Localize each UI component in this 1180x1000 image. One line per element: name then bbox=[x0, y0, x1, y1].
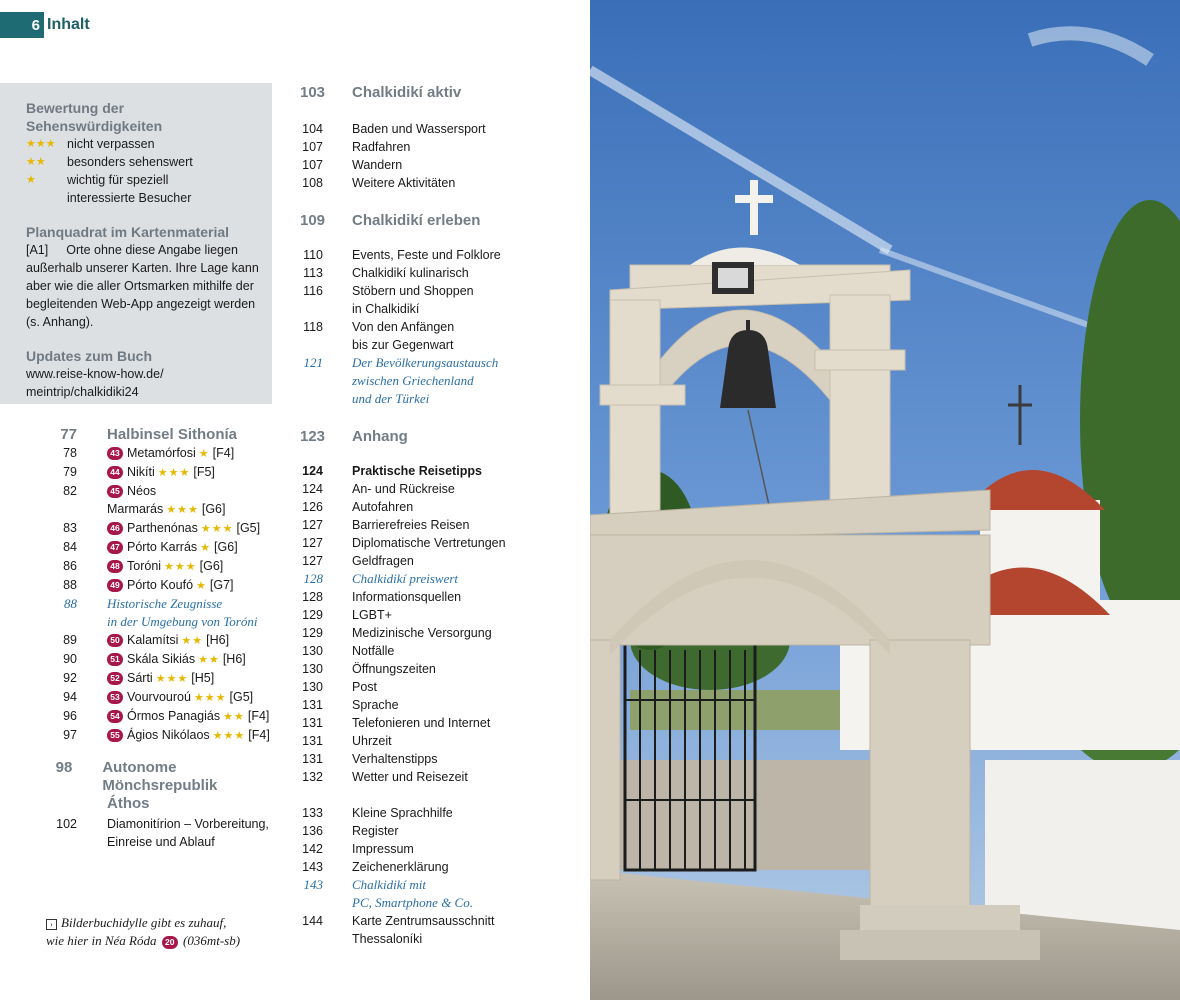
entry-page: 130 bbox=[302, 662, 323, 676]
entry-page bbox=[300, 390, 323, 408]
toc-entry[interactable] bbox=[300, 318, 560, 336]
toc-entry-place[interactable] bbox=[31, 576, 276, 595]
entry-text: Weitere Aktivitäten bbox=[352, 176, 456, 190]
entry-text: und der Türkei bbox=[352, 391, 430, 406]
erleben-entries bbox=[300, 246, 560, 408]
entry-page bbox=[300, 300, 323, 318]
entry-text: Thessaloníki bbox=[352, 932, 423, 946]
star-icon: ★★ bbox=[198, 654, 220, 666]
legend-box bbox=[0, 83, 272, 404]
place-number-badge: 52 bbox=[107, 672, 123, 685]
place-number-badge: 47 bbox=[107, 541, 123, 554]
grid-code-example: [A1] bbox=[26, 243, 49, 257]
entry-page: 128 bbox=[302, 590, 323, 604]
page-title: Inhalt bbox=[47, 16, 90, 33]
entry-page: 130 bbox=[302, 680, 323, 694]
caption-line-1: Bilderbuchidylle gibt es zuhauf, bbox=[61, 915, 227, 930]
photo-credit: (036mt-sb) bbox=[183, 933, 241, 948]
entry-page: 86 bbox=[63, 559, 77, 573]
toc-entry-place[interactable] bbox=[31, 482, 276, 500]
grid-title: Planquadrat im Kartenmaterial bbox=[26, 224, 230, 240]
place-name: Marmarás bbox=[107, 502, 164, 516]
anhang-entries bbox=[300, 462, 560, 786]
entry-page: 88 bbox=[63, 578, 77, 592]
toc-entry-diamonitirion-cont[interactable] bbox=[31, 833, 276, 851]
entry-page: 89 bbox=[63, 633, 77, 647]
location-badge: 20 bbox=[162, 936, 178, 949]
chapter-page: 77 bbox=[60, 426, 77, 443]
place-name: Kalamítsi bbox=[127, 633, 179, 647]
toc-entry[interactable] bbox=[300, 804, 560, 822]
church-bell-tower-image bbox=[590, 0, 1180, 1000]
toc-entry[interactable] bbox=[300, 534, 560, 552]
star-icon: ★★ bbox=[181, 635, 204, 647]
toc-entry[interactable] bbox=[300, 246, 560, 264]
entry-text: Praktische Reisetipps bbox=[352, 464, 482, 478]
toc-entry-historische-cont[interactable] bbox=[31, 613, 276, 631]
toc-entry[interactable] bbox=[300, 354, 560, 372]
rating-text: besonders sehenswert bbox=[67, 155, 193, 169]
entry-text: Chalkidikí kulinarisch bbox=[352, 266, 469, 280]
chapter-title: Chalkidikí aktiv bbox=[352, 84, 462, 101]
place-number-badge: 53 bbox=[107, 691, 123, 704]
entry-page: 97 bbox=[63, 728, 77, 742]
toc-entry[interactable] bbox=[300, 768, 560, 786]
entry-page: 110 bbox=[303, 248, 323, 262]
toc-entry[interactable] bbox=[300, 120, 560, 138]
entry-text: Barrierefreies Reisen bbox=[352, 518, 470, 532]
rating-list bbox=[26, 135, 260, 207]
place-name: Sárti bbox=[127, 671, 153, 685]
entry-text: Chalkidikí preiswert bbox=[352, 571, 459, 586]
toc-entry[interactable] bbox=[300, 336, 560, 354]
toc-entry-historische[interactable] bbox=[31, 595, 276, 613]
entry-page: 88 bbox=[64, 596, 77, 611]
entry-text: Karte Zentrumsausschnitt bbox=[352, 914, 495, 928]
rating-row bbox=[26, 189, 260, 207]
star-icon: ★★★ bbox=[157, 467, 191, 479]
place-name: Skála Sikiás bbox=[127, 652, 196, 666]
toc-entry[interactable] bbox=[300, 156, 560, 174]
entry-page: 133 bbox=[302, 806, 323, 820]
toc-column-left bbox=[31, 426, 276, 851]
entry-page: 127 bbox=[302, 518, 323, 532]
entry-page bbox=[300, 930, 323, 948]
sithonia-entries bbox=[31, 444, 276, 595]
toc-chapter-aktiv[interactable] bbox=[300, 84, 560, 102]
entry-page: 128 bbox=[303, 571, 323, 586]
place-number-badge: 50 bbox=[107, 634, 123, 647]
entry-page: 78 bbox=[63, 446, 77, 460]
rating-row bbox=[26, 153, 260, 171]
rating-row bbox=[26, 171, 260, 189]
rating-text: wichtig für speziell bbox=[67, 173, 169, 187]
star-icon: ★ bbox=[26, 174, 36, 186]
rating-row bbox=[26, 135, 260, 153]
entry-text: Impressum bbox=[352, 842, 414, 856]
grid-reference: [H5] bbox=[191, 671, 215, 685]
grid-reference: [F4] bbox=[248, 728, 270, 742]
toc-entry[interactable] bbox=[300, 714, 560, 732]
toc-entry[interactable] bbox=[300, 264, 560, 282]
place-name: Órmos Panagiás bbox=[127, 709, 221, 723]
entry-page bbox=[31, 500, 77, 519]
entry-text: Zeichenerklärung bbox=[352, 860, 449, 874]
grid-reference: [F5] bbox=[193, 465, 215, 479]
entry-page: 131 bbox=[302, 698, 323, 712]
star-icon: ★ bbox=[200, 542, 212, 554]
entry-text: Post bbox=[352, 680, 378, 694]
chapter-page: 123 bbox=[300, 428, 326, 445]
entry-text: Öffnungszeiten bbox=[352, 662, 436, 676]
chapter-title-cont: Áthos bbox=[107, 795, 150, 812]
star-icon: ★★★ bbox=[193, 692, 227, 704]
entry-page: 104 bbox=[302, 122, 323, 136]
toc-entry[interactable] bbox=[300, 480, 560, 498]
entry-page: 107 bbox=[302, 140, 323, 154]
place-name: Ágios Nikólaos bbox=[127, 728, 210, 742]
entry-page bbox=[300, 372, 323, 390]
updates-url-2[interactable]: meintrip/chalkidiki24 bbox=[26, 385, 139, 399]
entry-text: Notfälle bbox=[352, 644, 395, 658]
entry-page bbox=[300, 894, 323, 912]
toc-chapter-sithonia[interactable] bbox=[31, 426, 276, 444]
place-name: Vourvouroú bbox=[127, 690, 191, 704]
entry-text: Wandern bbox=[352, 158, 403, 172]
entry-text: Chalkidikí mit bbox=[352, 877, 427, 892]
place-name: Toróni bbox=[127, 559, 162, 573]
entry-text: Historische Zeugnisse bbox=[107, 596, 223, 611]
place-name: Pórto Karrás bbox=[127, 540, 198, 554]
entry-page: 136 bbox=[302, 824, 323, 838]
place-number-badge: 43 bbox=[107, 447, 123, 460]
arrow-right-icon: › bbox=[46, 919, 57, 930]
church-photo bbox=[590, 0, 1180, 1000]
place-number-badge: 54 bbox=[107, 710, 123, 723]
place-number-badge: 45 bbox=[107, 485, 123, 498]
grid-reference: [H6] bbox=[222, 652, 246, 666]
entry-text: An- und Rückreise bbox=[352, 482, 455, 496]
grid-reference: [G6] bbox=[201, 502, 226, 516]
toc-entry[interactable] bbox=[300, 858, 560, 876]
entry-page: 96 bbox=[63, 709, 77, 723]
star-icon: ★ bbox=[196, 580, 207, 592]
entry-page: 131 bbox=[302, 752, 323, 766]
toc-entry-place[interactable] bbox=[31, 707, 276, 726]
toc-entry[interactable] bbox=[300, 138, 560, 156]
entry-page: 113 bbox=[303, 266, 323, 280]
rating-text: nicht verpassen bbox=[67, 137, 155, 151]
entry-text: Autofahren bbox=[352, 500, 414, 514]
toc-entry-place[interactable] bbox=[31, 726, 276, 745]
toc-entry[interactable] bbox=[300, 624, 560, 642]
toc-entry[interactable] bbox=[300, 894, 560, 912]
entry-page: 142 bbox=[302, 842, 323, 856]
entry-page: 107 bbox=[302, 158, 323, 172]
chapter-page: 109 bbox=[300, 212, 326, 229]
chapter-title: Anhang bbox=[352, 428, 408, 445]
entry-page: 79 bbox=[63, 465, 77, 479]
toc-entry[interactable] bbox=[300, 516, 560, 534]
toc-chapter-erleben[interactable] bbox=[300, 212, 560, 230]
chapter-page: 103 bbox=[300, 84, 326, 101]
grid-text bbox=[26, 241, 260, 331]
star-icon: ★★★ bbox=[164, 561, 197, 573]
entry-text: in der Umgebung von Toróni bbox=[107, 614, 258, 629]
entry-page: 92 bbox=[63, 671, 77, 685]
toc-entry[interactable] bbox=[300, 696, 560, 714]
entry-text: Radfahren bbox=[352, 140, 411, 154]
entry-text: Telefonieren und Internet bbox=[352, 716, 491, 730]
entry-page: 118 bbox=[303, 320, 323, 334]
entry-page: 90 bbox=[63, 652, 77, 666]
toc-entry-place[interactable] bbox=[31, 500, 276, 519]
entry-text: Diamonitírion – Vorbereitung, bbox=[107, 817, 269, 831]
star-icon: ★ bbox=[198, 448, 210, 460]
star-icon: ★★ bbox=[26, 156, 46, 168]
chapter-title: Halbinsel Sithonía bbox=[107, 426, 238, 443]
toc-entry-place[interactable] bbox=[31, 519, 276, 538]
entry-page: 127 bbox=[302, 554, 323, 568]
chapter-title: Autonome Mönchsrepublik bbox=[102, 759, 218, 794]
toc-entry[interactable] bbox=[300, 642, 560, 660]
toc-entry-place[interactable] bbox=[31, 538, 276, 557]
entry-page: 143 bbox=[303, 877, 323, 892]
place-number-badge: 55 bbox=[107, 729, 123, 742]
toc-entry-place[interactable] bbox=[31, 557, 276, 576]
grid-reference: [G7] bbox=[209, 578, 234, 592]
grid-reference: [G6] bbox=[214, 540, 238, 554]
toc-chapter-anhang[interactable] bbox=[300, 428, 560, 446]
entry-text: Geldfragen bbox=[352, 554, 414, 568]
chapter-page: 98 bbox=[55, 759, 73, 776]
toc-chapter-athos[interactable] bbox=[31, 759, 276, 795]
entry-page: 84 bbox=[63, 540, 77, 554]
page-number: 6 bbox=[0, 12, 44, 38]
entry-text: Der Bevölkerungsaustausch bbox=[352, 355, 499, 370]
toc-entry[interactable] bbox=[300, 678, 560, 696]
page-header bbox=[0, 12, 90, 38]
grid-reference: [G6] bbox=[199, 559, 224, 573]
toc-entry[interactable] bbox=[300, 822, 560, 840]
entry-text: Medizinische Versorgung bbox=[352, 626, 492, 640]
toc-entry[interactable] bbox=[300, 840, 560, 858]
place-number-badge: 44 bbox=[107, 466, 123, 479]
aktiv-entries bbox=[300, 120, 560, 192]
toc-entry-place[interactable] bbox=[31, 650, 276, 669]
toc-entry-place[interactable] bbox=[31, 631, 276, 650]
entry-page: 82 bbox=[63, 484, 77, 498]
place-name: Parthenónas bbox=[127, 521, 198, 535]
entry-page: 127 bbox=[302, 536, 323, 550]
grid-reference: [G5] bbox=[236, 521, 261, 535]
entry-page bbox=[300, 336, 323, 354]
grid-reference: [H6] bbox=[206, 633, 230, 647]
entry-text: LGBT+ bbox=[352, 608, 392, 622]
toc-entry[interactable] bbox=[300, 732, 560, 750]
grid-reference: [G5] bbox=[229, 690, 254, 704]
entry-text: Register bbox=[352, 824, 399, 838]
chapter-title: Chalkidikí erleben bbox=[352, 212, 481, 229]
place-name: Pórto Koufó bbox=[127, 578, 194, 592]
entry-text: zwischen Griechenland bbox=[352, 373, 474, 388]
entry-text: Uhrzeit bbox=[352, 734, 392, 748]
entry-text: Einreise und Ablauf bbox=[107, 835, 215, 849]
toc-entry-place[interactable] bbox=[31, 688, 276, 707]
entry-page: 83 bbox=[63, 521, 77, 535]
toc-entry[interactable] bbox=[300, 390, 560, 408]
rating-title: Bewertung der Sehenswürdigkeiten bbox=[26, 100, 163, 134]
toc-entry[interactable] bbox=[300, 570, 560, 588]
toc-entry[interactable] bbox=[300, 930, 560, 948]
rating-text: interessierte Besucher bbox=[67, 191, 192, 205]
entry-text: Stöbern und Shoppen bbox=[352, 284, 474, 298]
misc-entries bbox=[300, 804, 560, 948]
entry-page: 131 bbox=[302, 716, 323, 730]
updates-url-1[interactable]: www.reise-know-how.de/ bbox=[26, 367, 164, 381]
place-number-badge: 46 bbox=[107, 522, 123, 535]
entry-page: 129 bbox=[302, 608, 323, 622]
star-icon: ★★ bbox=[223, 711, 245, 723]
toc-entry[interactable] bbox=[300, 750, 560, 768]
toc-entry-place[interactable] bbox=[31, 444, 276, 463]
entry-text: bis zur Gegenwart bbox=[352, 338, 454, 352]
toc-chapter-athos-cont bbox=[31, 795, 276, 813]
star-icon: ★★★ bbox=[200, 523, 234, 535]
entry-text: Kleine Sprachhilfe bbox=[352, 806, 453, 820]
entry-text: PC, Smartphone & Co. bbox=[352, 895, 473, 910]
grid-reference: [F4] bbox=[247, 709, 270, 723]
entry-page: 126 bbox=[302, 500, 323, 514]
entry-text: Von den Anfängen bbox=[352, 320, 455, 334]
toc-entry[interactable] bbox=[300, 282, 560, 300]
toc-entry[interactable] bbox=[300, 300, 560, 318]
entry-text: Informationsquellen bbox=[352, 590, 462, 604]
entry-text: Events, Feste und Folklore bbox=[352, 248, 501, 262]
entry-text: Verhaltenstipps bbox=[352, 752, 438, 766]
updates-title: Updates zum Buch bbox=[26, 348, 153, 364]
star-icon: ★★★ bbox=[26, 138, 56, 150]
toc-entry[interactable] bbox=[300, 552, 560, 570]
entry-page: 124 bbox=[302, 482, 323, 496]
entry-text: in Chalkidikí bbox=[352, 302, 420, 316]
entry-page: 124 bbox=[302, 464, 323, 478]
grid-explanation: Orte ohne diese Angabe liegen außerhalb unserer Karten. Ihre Lage kann aber wie die aller Ortsmarken mithilfe der begleitenden Web-App angezeigt werden (s. Anhang). bbox=[26, 243, 259, 329]
entry-page: 143 bbox=[302, 860, 323, 874]
toc-entry[interactable] bbox=[300, 588, 560, 606]
entry-page: 116 bbox=[303, 284, 323, 298]
entry-page: 121 bbox=[303, 355, 323, 370]
toc-entry[interactable] bbox=[300, 876, 560, 894]
place-name: Néos bbox=[127, 484, 157, 498]
entry-page: 144 bbox=[302, 914, 323, 928]
entry-page: 102 bbox=[56, 817, 77, 831]
place-name: Metamórfosi bbox=[127, 446, 196, 460]
toc-entry-diamonitirion[interactable] bbox=[31, 815, 276, 833]
star-icon: ★★★ bbox=[155, 673, 189, 685]
sithonia-entries-2 bbox=[31, 631, 276, 745]
entry-text: Sprache bbox=[352, 698, 399, 712]
star-icon: ★★★ bbox=[166, 504, 199, 516]
entry-text: Diplomatische Vertretungen bbox=[352, 536, 506, 550]
toc-entry[interactable] bbox=[300, 912, 560, 930]
toc-entry[interactable] bbox=[300, 462, 560, 480]
place-number-badge: 48 bbox=[107, 560, 123, 573]
toc-entry-place[interactable] bbox=[31, 463, 276, 482]
toc-entry[interactable] bbox=[300, 174, 560, 192]
toc-entry-place[interactable] bbox=[31, 669, 276, 688]
entry-text: Wetter und Reisezeit bbox=[352, 770, 468, 784]
grid-reference: [F4] bbox=[212, 446, 235, 460]
toc-entry[interactable] bbox=[300, 372, 560, 390]
entry-page: 108 bbox=[302, 176, 323, 190]
place-number-badge: 51 bbox=[107, 653, 123, 666]
toc-entry[interactable] bbox=[300, 498, 560, 516]
place-name: Nikíti bbox=[127, 465, 155, 479]
entry-text: Baden und Wassersport bbox=[352, 122, 486, 136]
entry-page: 130 bbox=[302, 644, 323, 658]
entry-page: 94 bbox=[63, 690, 77, 704]
toc-column-middle bbox=[300, 84, 560, 948]
star-icon: ★★★ bbox=[212, 730, 246, 742]
entry-page: 129 bbox=[302, 626, 323, 640]
toc-entry[interactable] bbox=[300, 606, 560, 624]
toc-entry[interactable] bbox=[300, 660, 560, 678]
photo-caption bbox=[46, 914, 286, 950]
caption-line-2: wie hier in Néa Róda bbox=[46, 933, 157, 948]
entry-page: 132 bbox=[302, 770, 323, 784]
place-number-badge: 49 bbox=[107, 579, 123, 592]
entry-page: 131 bbox=[302, 734, 323, 748]
